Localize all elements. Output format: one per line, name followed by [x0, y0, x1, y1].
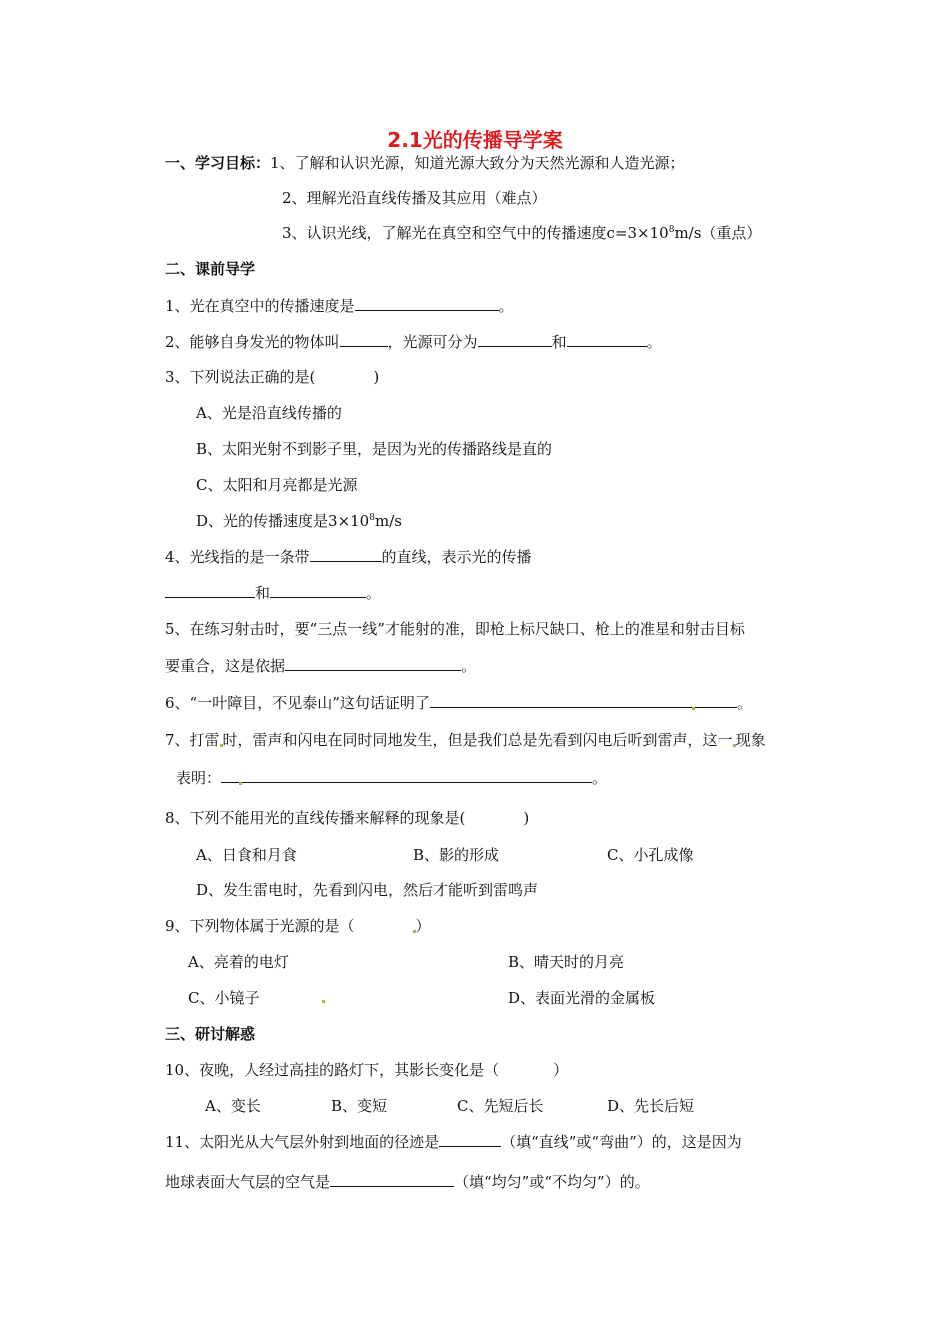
question-9-option-d: D、表面光滑的金属板 [508, 989, 656, 1007]
question-10-option-b: B、变短 [331, 1097, 388, 1115]
section-heading-3: 三、研讨解惑 [165, 1025, 256, 1043]
question-3-option-a: A、光是沿直线传播的 [196, 404, 342, 422]
answer-blank[interactable] [165, 583, 255, 598]
answer-blank[interactable] [242, 768, 592, 783]
question-6: 6、“一叶障目，不见泰山”这句话证明了 。 [165, 694, 752, 712]
question-5-line-2: 要重合，这是依据 。 [165, 657, 477, 675]
question-10-stem: 10、夜晚，人经过高挂的路灯下，其影长变化是（ ） [165, 1061, 569, 1079]
question-9-option-b: B、晴天时的月亮 [508, 953, 625, 971]
question-9-option-a: A、亮着的电灯 [188, 953, 289, 971]
question-7-line-1: 7、打雷 时，雷声和闪电在同时同地发生，但是我们总是先看到闪电后听到雷声，这一 现象 [165, 731, 766, 749]
answer-blank[interactable] [567, 332, 647, 347]
question-5-line-1: 5、在练习射击时，要“三点一线”才能射的准，即枪上标尺缺口、枪上的准星和射击目标 [165, 620, 745, 638]
question-3-stem: 3、下列说法正确的是( ) [165, 368, 380, 386]
question-3-option-b: B、太阳光射不到影子里，是因为光的传播路线是直的 [196, 440, 553, 458]
objective-3: 3、认识光线，了解光在真空和空气中的传播速度$c=3\times 10^8m/s$（重点） [282, 224, 762, 242]
answer-blank[interactable] [439, 1132, 501, 1147]
question-8-option-c: C、小孔成像 [607, 846, 694, 864]
answer-blank[interactable] [270, 583, 366, 598]
question-4-line-1: 4、光线指的是一条带 的直线，表示光的传播 [165, 548, 532, 566]
objectives-line-1 [165, 153, 685, 173]
objectives-heading: 一、学习目标： [165, 154, 271, 172]
objective-1: 1、了解和认识光源，知道光源大致分为天然光源和人造光源； [270, 154, 685, 172]
stray-mark [322, 1000, 325, 1003]
question-8-option-b: B、影的形成 [413, 846, 500, 864]
answer-blank[interactable] [285, 656, 461, 671]
question-11-line-1: 11、太阳光从大气层外射到地面的径迹是 （填“直线”或“弯曲”）的，这是因为 [165, 1133, 742, 1151]
question-10-option-d: D、先长后短 [607, 1097, 695, 1115]
answer-blank[interactable] [695, 693, 737, 708]
objective-2: 2、理解光沿直线传播及其应用（难点） [282, 189, 547, 207]
question-2: 2、能够自身发光的物体叫 ，光源可分为 和 。 [165, 333, 662, 351]
question-9-option-c: C、小镜子 [188, 989, 260, 1007]
answer-blank[interactable] [340, 332, 388, 347]
question-9-stem: 9、下列物体属于光源的是（ ） [165, 917, 431, 935]
answer-blank[interactable] [221, 768, 239, 783]
question-8-option-d: D、发生雷电时，先看到闪电，然后才能听到雷鸣声 [196, 881, 539, 899]
question-10-option-c: C、先短后长 [457, 1097, 544, 1115]
answer-blank[interactable] [355, 296, 499, 311]
question-4-line-2: 和 。 [165, 583, 381, 603]
question-7-line-2: 表明： 。 [176, 769, 608, 787]
section-heading-2: 二、课前导学 [165, 260, 256, 278]
question-8-stem: 8、下列不能用光的直线传播来解释的现象是( ) [165, 809, 530, 827]
question-1: 1、光在真空中的传播速度是 。 [165, 297, 514, 315]
question-10-option-a: A、变长 [205, 1097, 261, 1115]
answer-blank[interactable] [430, 693, 692, 708]
question-3-option-d: D、光的传播速度是$3\times 10^8m/s$ [196, 512, 402, 530]
answer-blank[interactable] [330, 1172, 454, 1187]
answer-blank[interactable] [310, 547, 382, 562]
question-11-line-2: 地球表面大气层的空气是 （填“均匀”或“不均匀”）的。 [165, 1173, 650, 1191]
question-3-option-c: C、太阳和月亮都是光源 [196, 476, 358, 494]
answer-blank[interactable] [478, 332, 552, 347]
question-8-option-a: A、日食和月食 [196, 846, 297, 864]
page-title: 2.1光的传播导学案 [387, 128, 563, 152]
